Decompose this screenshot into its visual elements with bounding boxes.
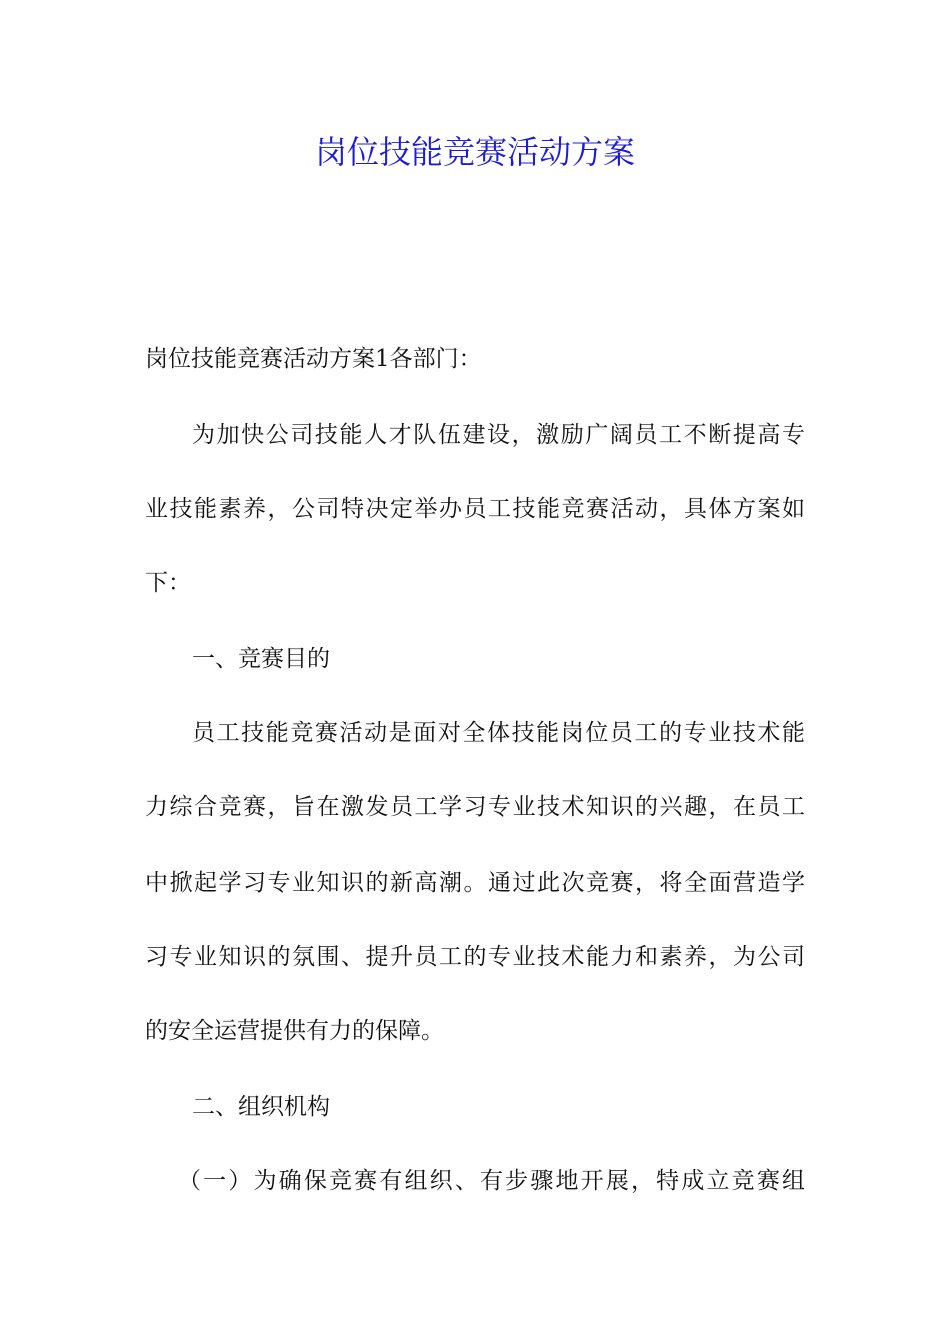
paragraph-intro-line-3: 下： <box>145 570 191 596</box>
section-heading-2: 二、组织机构 <box>192 1094 330 1120</box>
paragraph-intro-line-2: 业技能素养，公司特决定举办员工技能竞赛活动，具体方案如 <box>145 496 805 522</box>
paragraph-purpose-line-3: 中掀起学习专业知识的新高潮。通过此次竞赛，将全面营造学 <box>145 870 805 896</box>
salutation-line: 岗位技能竞赛活动方案1各部门： <box>145 346 482 372</box>
paragraph-organization-line-1: （一）为确保竞赛有组织、有步骤地开展，特成立竞赛组 <box>178 1168 805 1194</box>
paragraph-purpose-line-2: 力综合竞赛，旨在激发员工学习专业技术知识的兴趣，在员工 <box>145 794 805 820</box>
document-title: 岗位技能竞赛活动方案 <box>314 133 635 171</box>
paragraph-purpose-line-1: 员工技能竞赛活动是面对全体技能岗位员工的专业技术能 <box>192 720 805 746</box>
section-heading-1: 一、竞赛目的 <box>192 646 330 672</box>
paragraph-purpose-line-5: 的安全运营提供有力的保障。 <box>145 1018 444 1044</box>
paragraph-intro-line-1: 为加快公司技能人才队伍建设，激励广阔员工不断提高专 <box>192 422 805 448</box>
paragraph-purpose-line-4: 习专业知识的氛围、提升员工的专业技术能力和素养，为公司 <box>145 944 805 970</box>
